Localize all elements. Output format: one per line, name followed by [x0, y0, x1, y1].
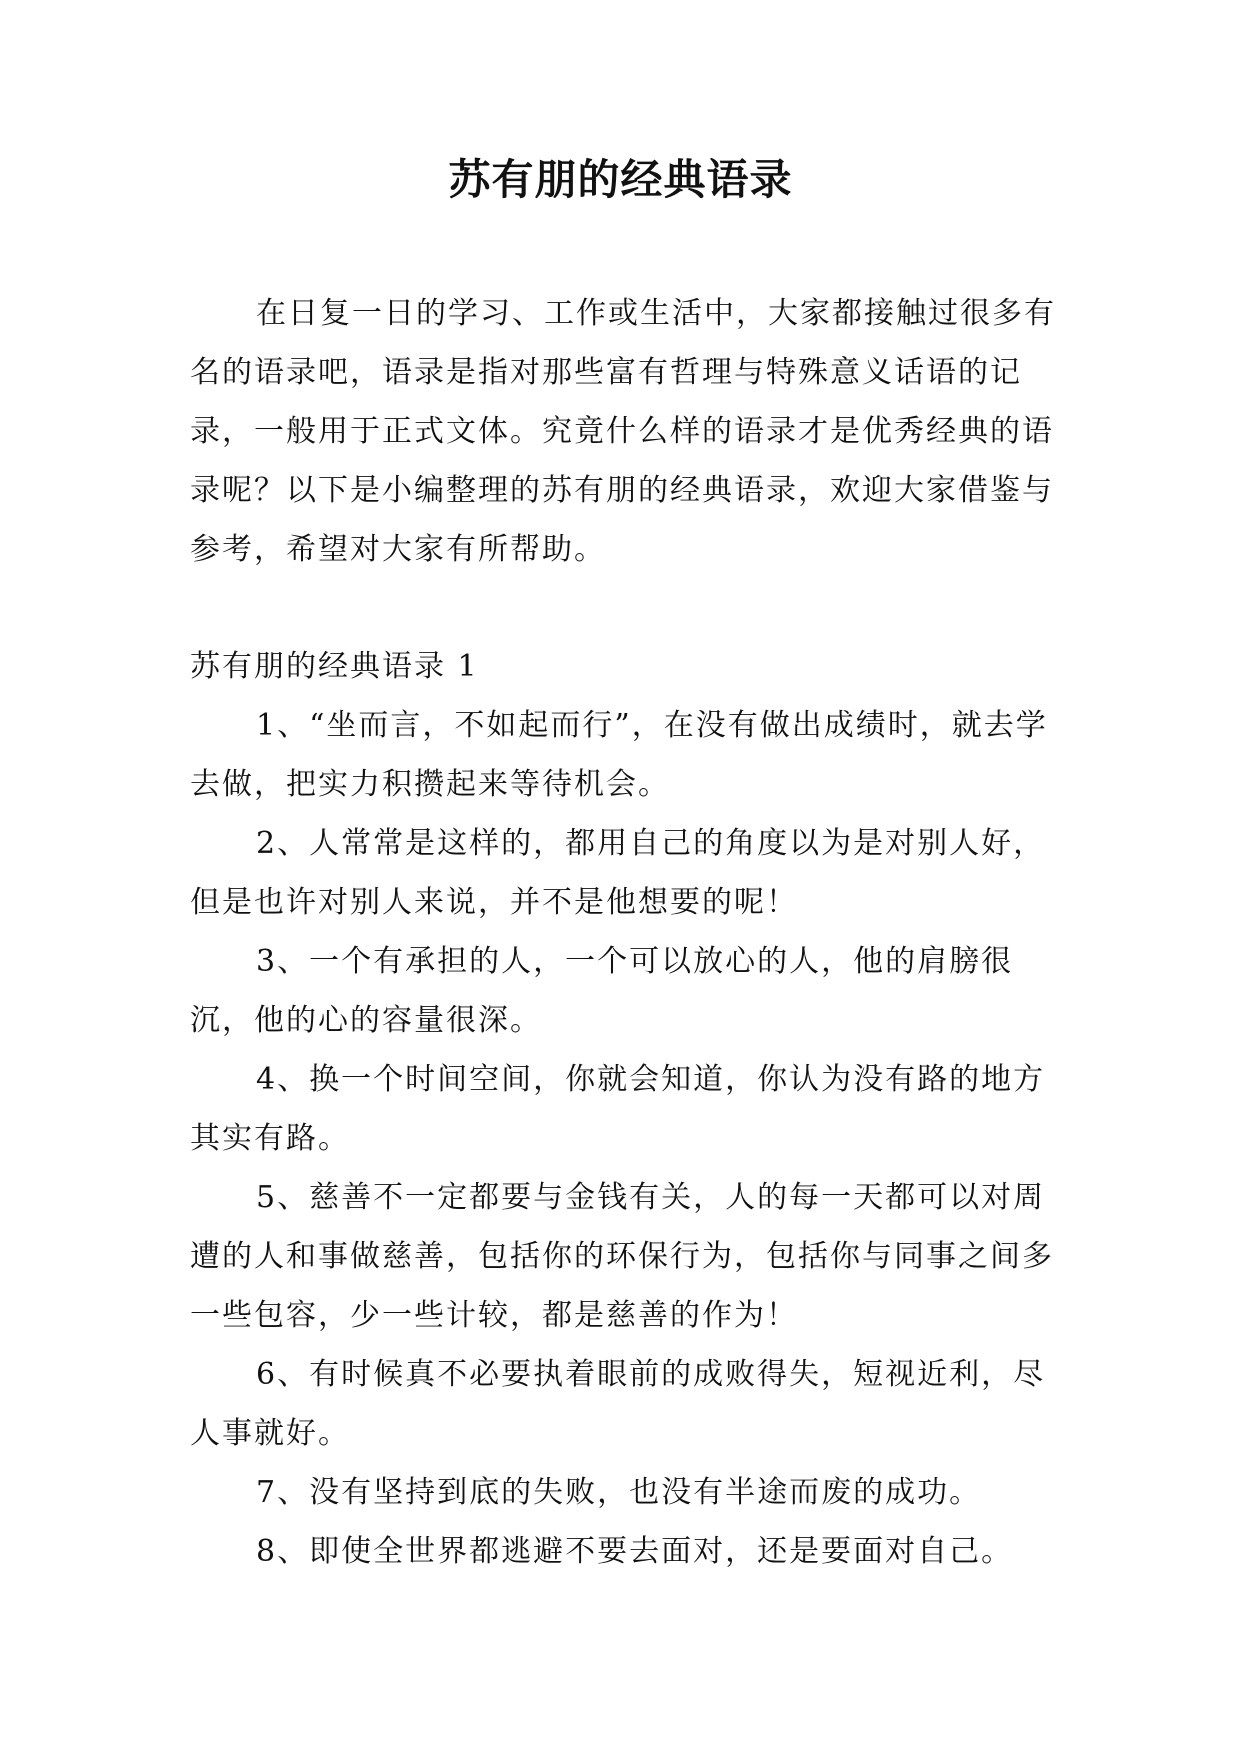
quote-item: 6、有时候真不必要执着眼前的成败得失，短视近利，尽人事就好。 [190, 1357, 1046, 1451]
page-title: 苏有朋的经典语录 [448, 155, 793, 204]
quote-list [190, 696, 1060, 1581]
quote-item: 5、慈善不一定都要与金钱有关，人的每一天都可以对周遭的人和事做慈善，包括你的环保行为，包括你与同事之间多一些包容，少一些计较，都是慈善的作为！ [190, 1180, 1054, 1333]
quote-item: 3、一个有承担的人，一个可以放心的人，他的肩膀很沉，他的心的容量很深。 [190, 944, 1014, 1038]
quote-item: 8、即使全世界都逃避不要去面对，还是要面对自己。 [256, 1534, 1014, 1569]
quote-item: 2、人常常是这样的，都用自己的角度以为是对别人好，但是也许对别人来说，并不是他想要的呢！ [190, 826, 1046, 920]
quote-item: 1、“坐而言，不如起而行”，在没有做出成绩时，就去学去做，把实力积攒起来等待机会。 [190, 708, 1048, 802]
intro-paragraph: 在日复一日的学习、工作或生活中，大家都接触过很多有名的语录吧，语录是指对那些富有哲理与特殊意义话语的记录，一般用于正式文体。究竟什么样的语录才是优秀经典的语录呢？以下是小编整理的苏有朋的经典语录，欢迎大家借鉴与参考，希望对大家有所帮助。 [190, 296, 1056, 567]
section-heading: 苏有朋的经典语录 1 [190, 649, 479, 684]
quote-item: 4、换一个时间空间，你就会知道，你认为没有路的地方其实有路。 [190, 1062, 1046, 1156]
quote-item: 7、没有坚持到底的失败，也没有半途而废的成功。 [256, 1475, 982, 1510]
